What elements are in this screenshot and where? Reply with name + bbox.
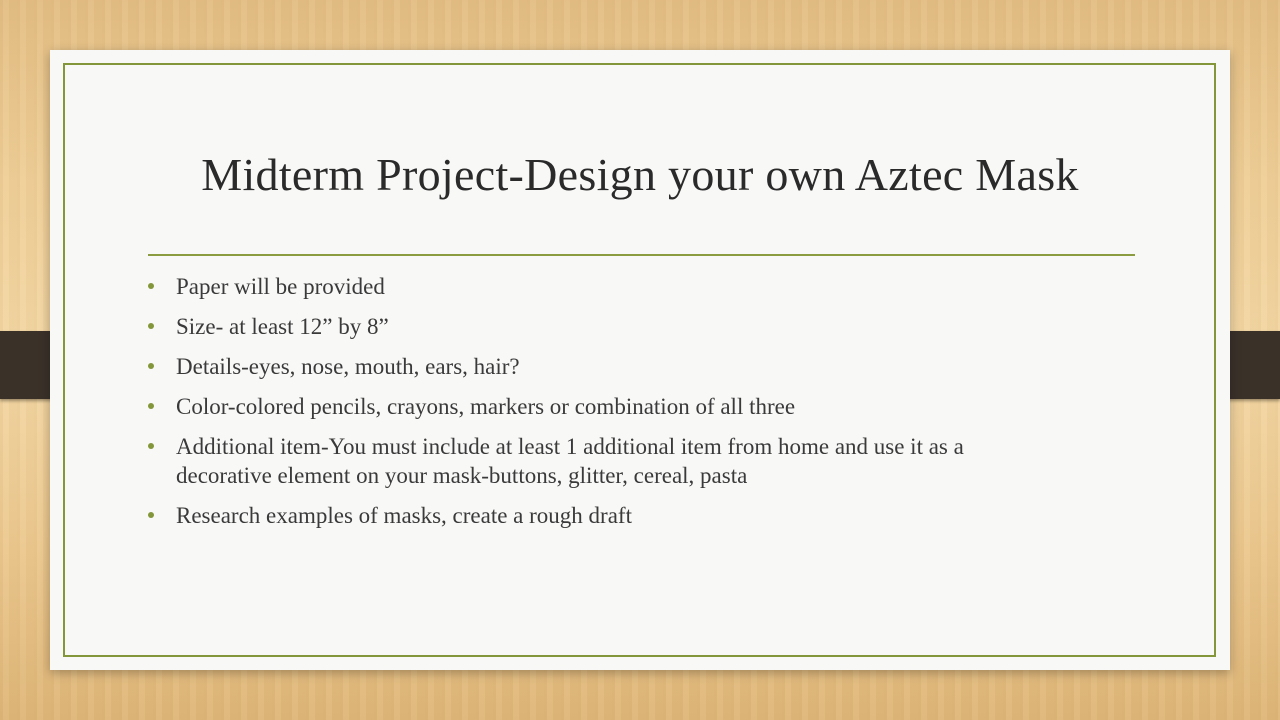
bullet-text: Color-colored pencils, crayons, markers or combination of all three — [176, 394, 796, 419]
bullet-text: Size- at least 12” by 8” — [176, 314, 389, 339]
bullet-text: Paper will be provided — [176, 274, 385, 299]
bullet-dot-icon — [148, 363, 154, 369]
bullet-text: Details-eyes, nose, mouth, ears, hair? — [176, 354, 520, 379]
bullet-item — [148, 501, 1028, 530]
bullet-dot-icon — [148, 443, 154, 449]
bullet-dot-icon — [148, 403, 154, 409]
title-divider — [148, 254, 1135, 256]
bullet-item — [148, 392, 1028, 421]
bullet-item — [148, 312, 1028, 341]
bullet-item — [148, 272, 1028, 301]
bullet-dot-icon — [148, 283, 154, 289]
slide-title: Midterm Project-Design your own Aztec Mask — [201, 149, 1079, 200]
bullet-text: Additional item-You must include at least 1 additional item from home and use it as a decorative element on your mask-buttons, glitter, cereal, pasta — [176, 434, 964, 488]
bullet-dot-icon — [148, 323, 154, 329]
bullet-item — [148, 352, 1028, 381]
bullet-item — [148, 432, 1028, 490]
bullet-dot-icon — [148, 512, 154, 518]
bullet-list — [148, 272, 1028, 541]
bullet-text: Research examples of masks, create a rough draft — [176, 503, 632, 528]
